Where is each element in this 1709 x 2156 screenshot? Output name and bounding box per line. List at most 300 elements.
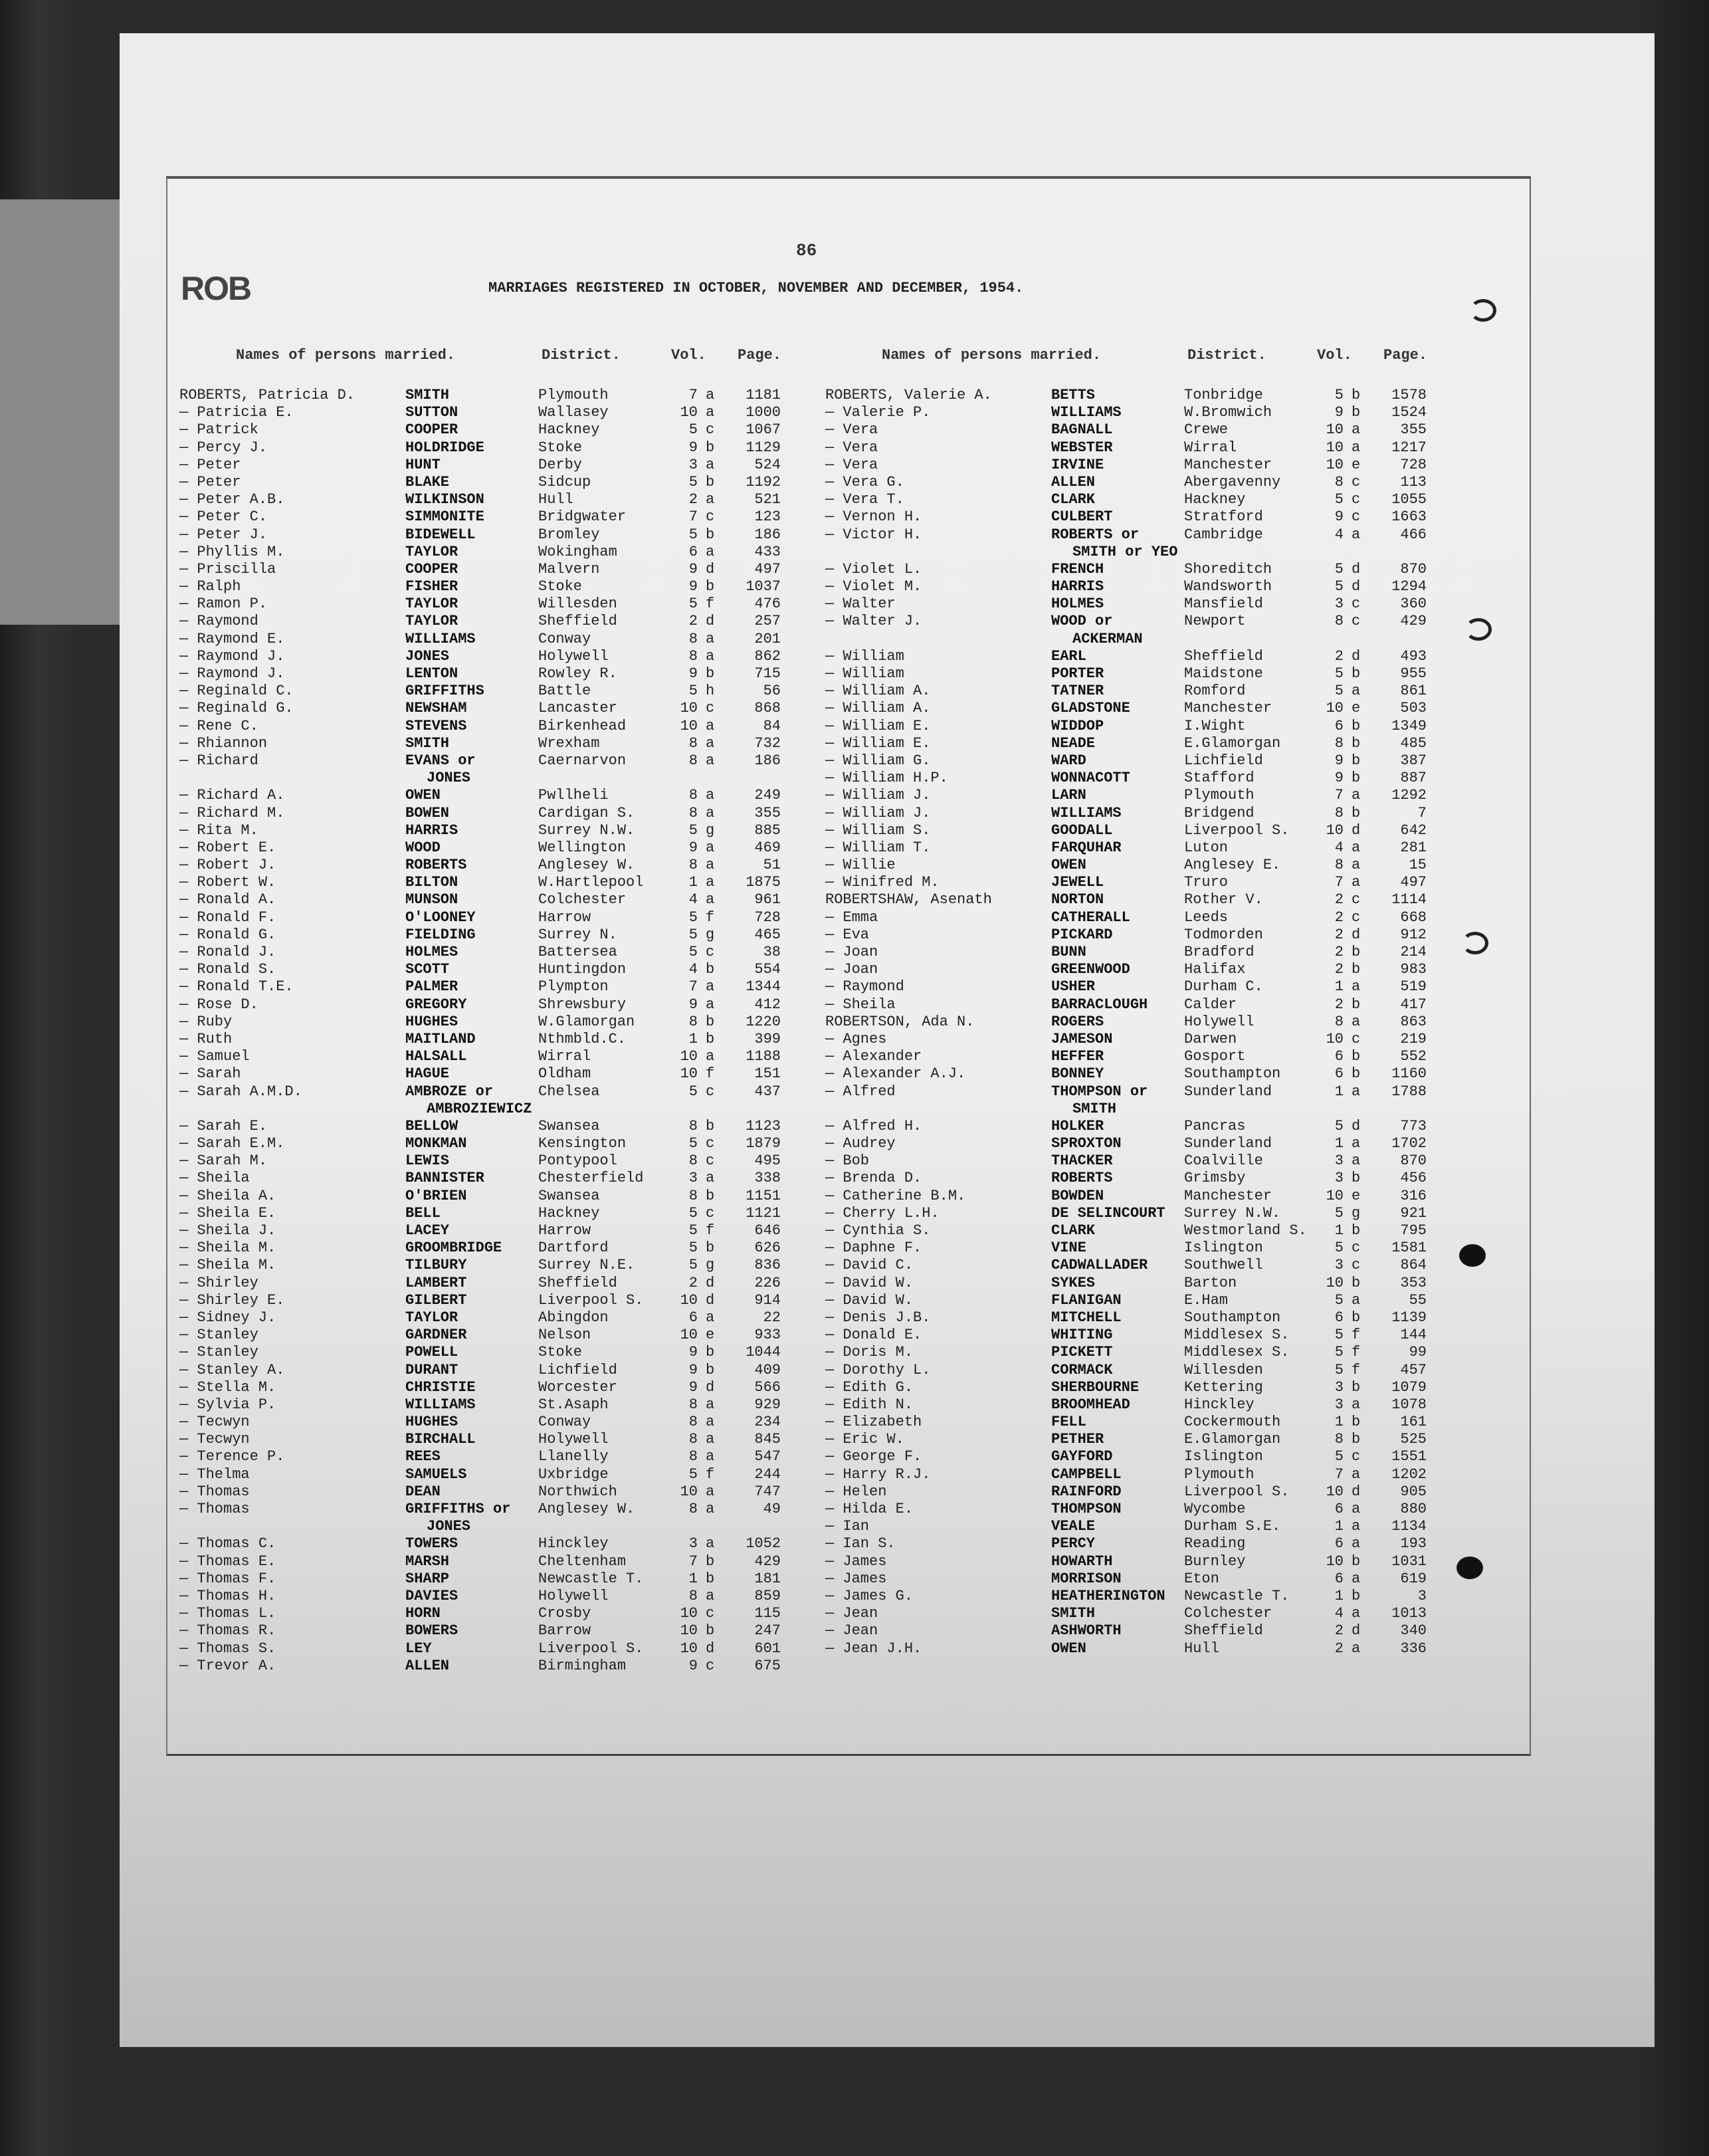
entry-district: Abingdon <box>538 1309 609 1326</box>
entry-volume-letter: a <box>706 1483 715 1500</box>
entry-volume: 1 <box>1334 1518 1344 1535</box>
entry-page: 1052 <box>746 1535 781 1553</box>
register-entry <box>179 1658 817 1675</box>
entry-district: Abergavenny <box>1184 473 1281 490</box>
entry-name: — Catherine B.M. <box>825 1187 966 1204</box>
entry-page: 316 <box>1400 1187 1427 1204</box>
entry-spouse-surname: SAMUELS <box>405 1465 467 1483</box>
entry-page: 1788 <box>1391 1083 1427 1100</box>
entry-spouse-surname: NORTON <box>1051 891 1104 909</box>
entry-volume-letter: a <box>1352 1135 1361 1152</box>
entry-district: Pwllheli <box>538 787 609 804</box>
header-page: Page. <box>738 347 782 364</box>
entry-page: 863 <box>1400 1013 1427 1030</box>
entry-district: Newcastle T. <box>1184 1587 1290 1604</box>
right-entries <box>825 387 1463 1658</box>
entry-volume-letter: a <box>706 996 715 1013</box>
entry-name: — Ruth <box>179 1030 233 1047</box>
entry-district: Wycombe <box>1184 1501 1246 1517</box>
entry-volume-letter: a <box>1352 1013 1361 1030</box>
entry-spouse-surname: BOWEN <box>405 804 450 821</box>
entry-spouse-surname: WILKINSON <box>405 491 484 508</box>
entry-volume-letter: a <box>1352 1396 1361 1413</box>
entry-name: — Sarah <box>179 1065 241 1083</box>
entry-district: W.Bromwich <box>1184 404 1272 421</box>
entry-volume: 8 <box>1334 613 1344 630</box>
entry-volume: 5 <box>688 909 698 926</box>
entry-page: 1078 <box>1391 1396 1427 1413</box>
entry-page: 1031 <box>1391 1553 1427 1570</box>
entry-name: — William A. <box>825 683 931 700</box>
entry-name: — Shirley E. <box>179 1291 285 1309</box>
entry-volume-letter: b <box>706 1013 715 1030</box>
entry-spouse-surname: MUNSON <box>405 891 458 909</box>
register-entry <box>825 1553 1463 1570</box>
entry-spouse-surname: DE SELINCOURT <box>1051 1204 1165 1222</box>
entry-volume-letter: c <box>1352 595 1361 613</box>
entry-spouse-surname: ASHWORTH <box>1051 1622 1122 1640</box>
entry-spouse-surname: CATHERALL <box>1051 909 1130 926</box>
entry-page: 409 <box>754 1361 781 1378</box>
entry-volume-letter: c <box>706 1152 715 1170</box>
entry-volume-letter: a <box>1352 787 1361 804</box>
entry-name: — William G. <box>825 752 931 769</box>
register-entry <box>179 1501 817 1518</box>
register-entry <box>179 491 817 508</box>
entry-page: 864 <box>1400 1257 1427 1274</box>
entry-district: E.Glamorgan <box>1184 1431 1281 1448</box>
entry-district: Kettering <box>1184 1378 1263 1396</box>
entry-spouse-surname: SMITH <box>1051 1605 1096 1622</box>
entry-district: Luton <box>1184 839 1229 856</box>
entry-volume: 2 <box>1334 961 1344 978</box>
register-entry <box>825 1622 1463 1640</box>
entry-spouse-surname: AMBROZE or <box>405 1083 494 1100</box>
register-entry <box>179 1396 817 1414</box>
register-entry <box>825 752 1463 770</box>
punch-hole-icon <box>1462 932 1488 954</box>
entry-district: Plymouth <box>538 387 609 403</box>
entry-page: 1192 <box>746 473 781 490</box>
punch-hole-icon <box>1465 618 1492 641</box>
entry-page: 728 <box>754 909 781 926</box>
entry-volume: 2 <box>688 491 698 508</box>
entry-name: — David C. <box>825 1257 914 1274</box>
entry-volume: 5 <box>688 1083 698 1100</box>
entry-spouse-surname: LARN <box>1051 787 1086 804</box>
entry-volume: 4 <box>1334 839 1344 856</box>
entry-district: Wellington <box>538 839 627 856</box>
entry-volume-letter: c <box>1352 891 1361 909</box>
entry-spouse-surname: CULBERT <box>1051 508 1113 526</box>
entry-spouse-surname: BANNISTER <box>405 1170 484 1187</box>
entry-volume-letter: b <box>706 473 715 490</box>
register-entry <box>179 1553 817 1570</box>
entry-volume-letter: c <box>706 421 715 439</box>
register-entry <box>179 718 817 735</box>
entry-page: 929 <box>754 1396 781 1413</box>
entry-volume-letter: d <box>1352 1483 1361 1500</box>
entry-name: — Sheila <box>179 1170 250 1187</box>
entry-name: — Patrick <box>179 421 258 439</box>
entry-volume: 7 <box>688 508 698 526</box>
entry-volume-letter: a <box>1352 526 1361 543</box>
register-entry <box>179 1292 817 1309</box>
register-entry <box>825 839 1463 857</box>
register-entry <box>179 1240 817 1257</box>
register-entry <box>179 1605 817 1622</box>
entry-page: 1581 <box>1391 1240 1427 1257</box>
entry-name: — Willie <box>825 857 896 874</box>
entry-spouse-surname: MITCHELL <box>1051 1309 1122 1326</box>
entry-district: Islington <box>1184 1240 1263 1257</box>
entry-name: — Sheila M. <box>179 1257 276 1274</box>
entry-page: 249 <box>754 787 781 804</box>
entry-district: Plympton <box>538 978 609 996</box>
entry-page: 336 <box>1400 1640 1427 1657</box>
register-entry <box>179 1448 817 1465</box>
entry-spouse-surname: FIELDING <box>405 926 476 943</box>
entry-volume-letter: a <box>706 804 715 821</box>
entry-volume-letter: c <box>1352 613 1361 630</box>
entry-page: 1578 <box>1391 387 1427 403</box>
entry-volume: 3 <box>1334 1396 1344 1413</box>
entry-name: — Ronald G. <box>179 926 276 943</box>
entry-volume-letter: a <box>1352 839 1361 856</box>
entry-district: Manchester <box>1184 456 1272 473</box>
entry-volume: 3 <box>1334 1257 1344 1274</box>
entry-district: St.Asaph <box>538 1396 609 1413</box>
entry-page: 1067 <box>746 421 781 439</box>
entry-page: 113 <box>1400 473 1427 490</box>
entry-spouse-surname: IRVINE <box>1051 456 1104 473</box>
entry-name: — William A. <box>825 700 931 717</box>
register-entry <box>825 1135 1463 1152</box>
register-entry <box>825 1396 1463 1414</box>
entry-volume-letter: b <box>706 1570 715 1587</box>
entry-volume-letter: f <box>706 909 715 926</box>
entry-name: — Peter A.B. <box>179 491 285 508</box>
register-entry <box>825 978 1463 996</box>
register-entry <box>179 404 817 421</box>
entry-volume: 1 <box>1334 978 1344 996</box>
entry-volume-letter: c <box>706 944 715 960</box>
entry-spouse-surname: BLAKE <box>405 473 450 490</box>
register-entry <box>825 648 1463 665</box>
entry-name: — Ian <box>825 1518 870 1535</box>
register-entry <box>825 457 1463 474</box>
entry-volume-letter: b <box>706 1361 715 1378</box>
entry-district: Manchester <box>1184 1187 1272 1204</box>
register-entry <box>825 1344 1463 1361</box>
entry-district: Lichfield <box>1184 752 1263 769</box>
entry-volume: 10 <box>1326 821 1344 839</box>
register-entry <box>179 595 817 613</box>
register-entry <box>825 1518 1463 1535</box>
entry-volume-letter: d <box>1352 1622 1361 1640</box>
entry-spouse-surname: SHERBOURNE <box>1051 1378 1140 1396</box>
entry-spouse-surname: JONES <box>427 1518 471 1535</box>
entry-district: Stoke <box>538 578 583 595</box>
entry-volume: 5 <box>688 1204 698 1222</box>
entry-name: — Denis J.B. <box>825 1309 931 1326</box>
entry-volume-letter: c <box>1352 508 1361 526</box>
entry-volume-letter: a <box>706 839 715 856</box>
entry-name: — William J. <box>825 804 931 821</box>
entry-volume: 7 <box>1334 1465 1344 1483</box>
entry-volume: 1 <box>1334 1222 1344 1239</box>
entry-district: Kensington <box>538 1135 627 1152</box>
entry-volume-letter: f <box>706 1065 715 1083</box>
entry-spouse-surname: SPROXTON <box>1051 1135 1122 1152</box>
register-entry <box>179 1065 817 1083</box>
register-entry <box>179 1083 817 1101</box>
entry-district: Calder <box>1184 996 1237 1013</box>
entry-continuation <box>179 1518 817 1535</box>
entry-volume-letter: a <box>706 404 715 421</box>
register-entry <box>825 1309 1463 1327</box>
register-entry <box>825 491 1463 508</box>
entry-volume-letter: a <box>706 491 715 508</box>
entry-continuation <box>825 1101 1463 1118</box>
entry-spouse-surname: JONES <box>427 770 471 787</box>
entry-page: 1121 <box>746 1204 781 1222</box>
entry-name: — Vera G. <box>825 473 904 490</box>
entry-name: — Eric W. <box>825 1431 904 1448</box>
register-entry <box>825 474 1463 491</box>
entry-district: Surrey N.E. <box>538 1257 635 1274</box>
entry-district: Mansfield <box>1184 595 1263 613</box>
entry-volume-letter: a <box>1352 1501 1361 1517</box>
entry-volume-letter: e <box>1352 1187 1361 1204</box>
entry-volume-letter: a <box>706 734 715 752</box>
entry-volume-letter: b <box>1352 717 1361 734</box>
entry-volume-letter: b <box>1352 1587 1361 1604</box>
entry-district: Liverpool S. <box>1184 1483 1290 1500</box>
punch-hole-icon <box>1459 1244 1486 1267</box>
entry-page: 1551 <box>1391 1448 1427 1465</box>
register-entry <box>825 909 1463 926</box>
entry-volume-letter: c <box>1352 909 1361 926</box>
entry-name: — Samuel <box>179 1048 250 1065</box>
entry-name: — William J. <box>825 787 931 804</box>
entry-name: — Jean <box>825 1622 878 1640</box>
entry-spouse-surname: PICKARD <box>1051 926 1113 943</box>
entry-spouse-surname: MARSH <box>405 1553 450 1570</box>
entry-volume: 5 <box>1334 491 1344 508</box>
register-entry <box>179 544 817 561</box>
entry-name: — Ronald F. <box>179 909 276 926</box>
register-entry <box>179 1048 817 1065</box>
header-names: Names of persons married. <box>882 347 1102 364</box>
entry-name: — Raymond J. <box>179 665 285 682</box>
entry-spouse-surname: HALSALL <box>405 1048 467 1065</box>
entry-district: Hackney <box>538 421 600 439</box>
entry-page: 181 <box>754 1570 781 1587</box>
register-entry <box>179 1344 817 1361</box>
register-entry <box>179 1431 817 1448</box>
entry-district: Wirral <box>538 1048 591 1065</box>
entry-name: — Cherry L.H. <box>825 1204 940 1222</box>
entry-spouse-surname: SMITH <box>405 387 450 403</box>
entry-name: — Violet L. <box>825 560 922 578</box>
entry-district: Westmorland S. <box>1184 1222 1307 1239</box>
register-entry <box>825 874 1463 891</box>
entry-volume: 10 <box>680 717 698 734</box>
entry-volume: 8 <box>1334 1013 1344 1030</box>
entry-page: 186 <box>754 752 781 769</box>
entry-volume-letter: a <box>1352 439 1361 456</box>
register-entry <box>179 1483 817 1501</box>
entry-district: Bridgwater <box>538 508 627 526</box>
entry-name: — Agnes <box>825 1030 887 1047</box>
entry-spouse-surname: DEAN <box>405 1483 441 1500</box>
entry-spouse-surname: THOMPSON <box>1051 1501 1122 1517</box>
entry-volume-letter: b <box>706 961 715 978</box>
entry-volume-letter: f <box>706 1222 715 1239</box>
entry-spouse-surname: GREGORY <box>405 996 467 1013</box>
entry-volume: 5 <box>1334 1327 1344 1344</box>
header-district: District. <box>1187 347 1266 364</box>
register-entry <box>179 1118 817 1135</box>
entry-volume-letter: a <box>706 1309 715 1326</box>
entry-volume-letter: a <box>706 543 715 560</box>
entry-spouse-surname: WHITING <box>1051 1327 1113 1344</box>
entry-volume: 3 <box>1334 595 1344 613</box>
entry-volume: 1 <box>1334 1083 1344 1100</box>
register-entry <box>825 1483 1463 1501</box>
entry-volume: 7 <box>688 978 698 996</box>
entry-volume: 10 <box>680 1622 698 1640</box>
entry-volume-letter: d <box>1352 1117 1361 1134</box>
register-entry <box>179 1309 817 1327</box>
header-vol: Vol. <box>1317 347 1352 364</box>
entry-district: Huntingdon <box>538 961 627 978</box>
entry-name: — Rita M. <box>179 821 258 839</box>
register-entry <box>825 508 1463 526</box>
entry-volume: 5 <box>688 595 698 613</box>
entry-spouse-surname: GAYFORD <box>1051 1448 1113 1465</box>
entry-name: — Richard <box>179 752 258 769</box>
register-entry <box>179 648 817 665</box>
entry-name: — Raymond <box>825 978 904 996</box>
entry-spouse-surname: GRIFFITHS or <box>405 1501 511 1517</box>
entry-volume-letter: b <box>1352 1553 1361 1570</box>
entry-volume: 6 <box>688 543 698 560</box>
entry-name: — Thomas R. <box>179 1622 276 1640</box>
entry-district: Birmingham <box>538 1657 627 1674</box>
register-entry <box>825 683 1463 700</box>
entry-volume-letter: b <box>1352 1414 1361 1431</box>
register-entry <box>825 1083 1463 1101</box>
entry-volume: 6 <box>1334 1065 1344 1083</box>
entry-district: Battersea <box>538 944 617 960</box>
entry-volume: 7 <box>1334 787 1344 804</box>
entry-name: — Thomas E. <box>179 1553 276 1570</box>
register-entry <box>825 1362 1463 1379</box>
entry-name: — Peter C. <box>179 508 268 526</box>
entry-volume: 5 <box>688 1135 698 1152</box>
entry-spouse-surname: ROBERTS <box>405 857 467 874</box>
entry-volume-letter: e <box>706 1327 715 1344</box>
entry-volume: 4 <box>688 961 698 978</box>
entry-name: — Ronald J. <box>179 944 276 960</box>
entry-name: — Bob <box>825 1152 870 1170</box>
entry-volume: 8 <box>1334 1431 1344 1448</box>
entry-page: 51 <box>763 857 781 874</box>
entry-volume-letter: d <box>706 613 715 630</box>
register-entry <box>179 909 817 926</box>
entry-volume: 2 <box>688 613 698 630</box>
register-entry <box>179 787 817 804</box>
entry-volume-letter: a <box>706 978 715 996</box>
entry-page: 1663 <box>1391 508 1427 526</box>
entry-name: — Reginald G. <box>179 700 294 717</box>
entry-spouse-surname: JONES <box>405 647 450 665</box>
entry-volume-letter: b <box>1352 1378 1361 1396</box>
entry-name: — Sidney J. <box>179 1309 276 1326</box>
entry-page: 3 <box>1417 1587 1427 1604</box>
entry-page: 961 <box>754 891 781 909</box>
entry-volume: 5 <box>688 473 698 490</box>
entry-page: 1129 <box>746 439 781 456</box>
entry-volume: 5 <box>1334 683 1344 700</box>
entry-name: — David W. <box>825 1274 914 1291</box>
entry-volume: 6 <box>1334 717 1344 734</box>
register-entry <box>825 1535 1463 1553</box>
entry-name: — Tecwyn <box>179 1431 250 1448</box>
entry-volume: 2 <box>1334 1640 1344 1657</box>
register-entry <box>825 1222 1463 1240</box>
entry-volume-letter: b <box>1352 1170 1361 1187</box>
entry-volume-letter: d <box>706 1291 715 1309</box>
entry-name: — Victor H. <box>825 526 922 543</box>
entry-district: Wallasey <box>538 404 609 421</box>
entry-volume: 9 <box>1334 404 1344 421</box>
entry-district: Willesden <box>1184 1361 1263 1378</box>
entry-district: Oldham <box>538 1065 591 1083</box>
entry-name: — Jean <box>825 1605 878 1622</box>
entry-district: Leeds <box>1184 909 1229 926</box>
register-entry <box>825 1048 1463 1065</box>
entry-volume: 10 <box>1326 1274 1344 1291</box>
entry-page: 469 <box>754 839 781 856</box>
entry-district: Stoke <box>538 1344 583 1361</box>
entry-page: 955 <box>1400 665 1427 682</box>
entry-district: Holywell <box>538 1431 609 1448</box>
entry-volume: 5 <box>688 944 698 960</box>
entry-district: Anglesey W. <box>538 1501 635 1517</box>
entry-volume: 1 <box>1334 1135 1344 1152</box>
entry-name: — James <box>825 1553 887 1570</box>
entry-district: Hull <box>1184 1640 1219 1657</box>
entry-volume: 9 <box>688 665 698 682</box>
entry-name: — Robert W. <box>179 874 276 891</box>
entry-spouse-surname: BOWDEN <box>1051 1187 1104 1204</box>
entry-spouse-surname: HOLKER <box>1051 1117 1104 1134</box>
register-entry <box>825 387 1463 404</box>
entry-name: — Alexander <box>825 1048 922 1065</box>
register-entry <box>179 1014 817 1031</box>
entry-volume: 2 <box>1334 926 1344 943</box>
entry-volume-letter: a <box>706 717 715 734</box>
entry-page: 914 <box>754 1291 781 1309</box>
entry-volume-letter: b <box>1352 387 1361 403</box>
entry-volume: 9 <box>688 1361 698 1378</box>
entry-page: 1055 <box>1391 491 1427 508</box>
entry-district: Sheffield <box>538 613 617 630</box>
entry-volume-letter: c <box>706 1657 715 1674</box>
